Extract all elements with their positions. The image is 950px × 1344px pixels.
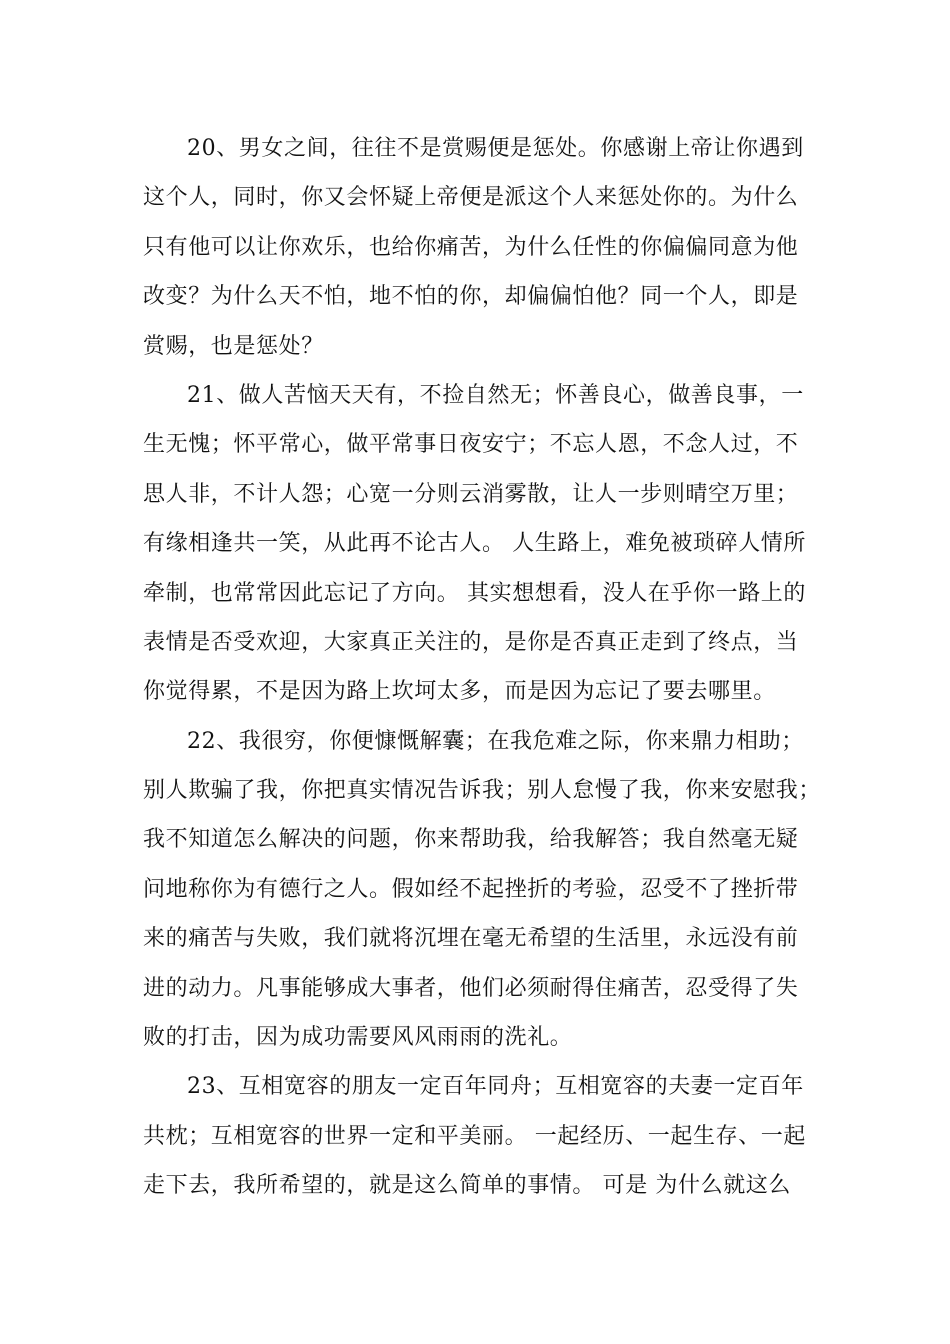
text-line: 进的动力。凡事能够成大事者，他们必须耐得住痛苦，忍受得了失 — [143, 975, 799, 1001]
document-body — [143, 124, 822, 1211]
text-line: 走下去，我所希望的，就是这么简单的事情。 可是 为什么就这么 — [143, 1173, 791, 1199]
text-line: 22、我很穷，你便慷慨解囊；在我危难之际，你来鼎力相助； — [187, 728, 804, 754]
text-line: 牵制，也常常因此忘记了方向。 其实想想看，没人在乎你一路上的 — [143, 580, 806, 606]
text-line: 思人非，不计人怨；心宽一分则云消雾散，让人一步则晴空万里； — [143, 481, 799, 507]
text-line: 这个人，同时，你又会怀疑上帝便是派这个人来惩处你的。为什么 — [143, 185, 799, 211]
text-line: 赏赐，也是惩处？ — [143, 333, 324, 359]
text-line: 生无愧；怀平常心，做平常事日夜安宁；不忘人恩，不念人过，不 — [143, 432, 799, 458]
text-line: 来的痛苦与失败，我们就将沉埋在毫无希望的生活里，永远没有前 — [143, 926, 799, 952]
text-line: 我不知道怎么解决的问题，你来帮助我，给我解答；我自然毫无疑 — [143, 827, 799, 853]
text-line: 有缘相逢共一笑，从此再不论古人。 人生路上，难免被琐碎人情所 — [143, 531, 806, 557]
text-line: 21、做人苦恼天天有，不捡自然无；怀善良心，做善良事，一 — [187, 382, 804, 408]
text-line: 改变？为什么天不怕，地不怕的你，却偏偏怕他？同一个人，即是 — [143, 284, 799, 310]
text-line: 败的打击，因为成功需要风风雨雨的洗礼。 — [143, 1025, 573, 1051]
text-line: 23、互相宽容的朋友一定百年同舟；互相宽容的夫妻一定百年 — [187, 1074, 804, 1100]
text-line: 共枕；互相宽容的世界一定和平美丽。 一起经历、一起生存、一起 — [143, 1123, 806, 1149]
text-line: 别人欺骗了我，你把真实情况告诉我；别人怠慢了我，你来安慰我； — [143, 778, 822, 804]
text-line: 20、男女之间，往往不是赏赐便是惩处。你感谢上帝让你遇到 — [187, 136, 804, 161]
text-line: 只有他可以让你欢乐，也给你痛苦，为什么任性的你偏偏同意为他 — [143, 234, 799, 260]
text-line: 问地称你为有德行之人。假如经不起挫折的考验，忍受不了挫折带 — [143, 876, 799, 902]
text-line: 表情是否受欢迎，大家真正关注的，是你是否真正走到了终点，当 — [143, 629, 799, 655]
text-line: 你觉得累，不是因为路上坎坷太多，而是因为忘记了要去哪里。 — [143, 679, 776, 705]
